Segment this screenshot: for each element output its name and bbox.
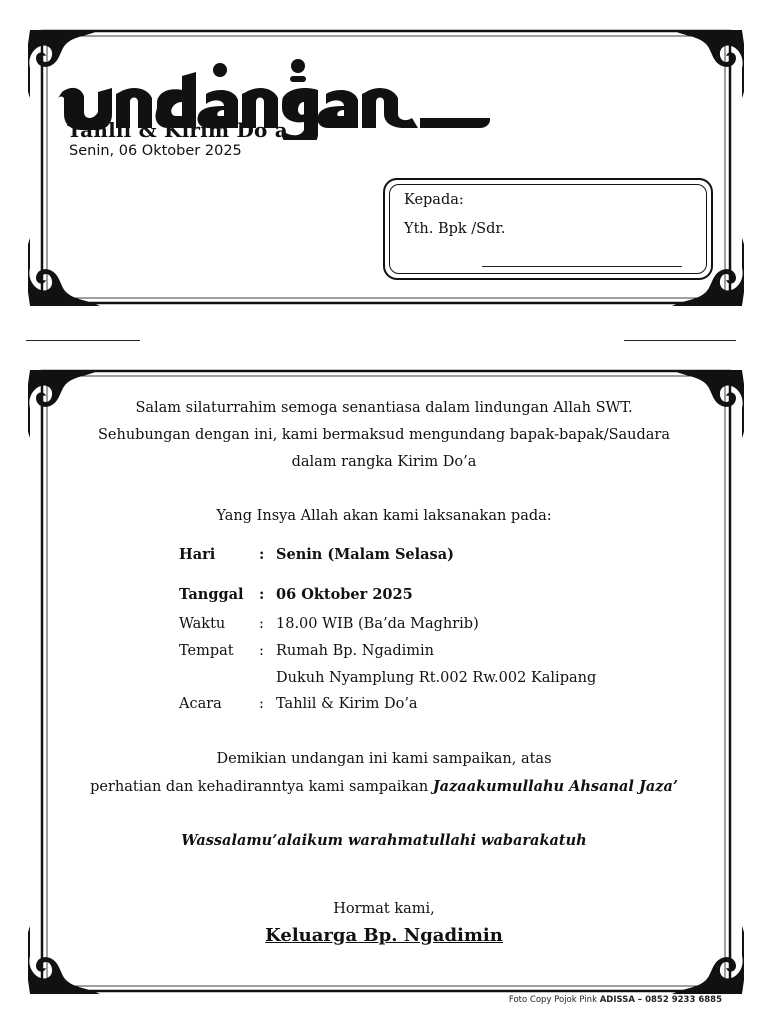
cut-line-left bbox=[26, 340, 140, 341]
schedule-intro: Yang Insya Allah akan kami laksanakan pada: bbox=[216, 508, 552, 524]
regards-label: Hormat kami, bbox=[333, 901, 435, 917]
detail-value: 18.00 WIB (Ba’da Maghrib) bbox=[276, 616, 479, 632]
detail-value: Senin (Malam Selasa) bbox=[276, 546, 454, 563]
recipient-to-label: Kepada: bbox=[404, 192, 464, 208]
greeting-line-2: Sehubungan dengan ini, kami bermaksud mengundang bapak-bapak/Saudara bbox=[97, 427, 671, 443]
print-shop-footer bbox=[509, 995, 722, 1005]
recipient-name-blank-line[interactable] bbox=[482, 266, 682, 267]
salam-closing: Wassalamu’alaikum warahmatullahi wabarakatuh bbox=[181, 832, 587, 849]
detail-label: Acara bbox=[179, 696, 222, 712]
closing-line-1: Demikian undangan ini kami sampaikan, atas bbox=[216, 751, 552, 767]
detail-colon: : bbox=[259, 616, 264, 632]
closing-line-2 bbox=[40, 773, 728, 801]
footer-prefix: Foto Copy Pojok Pink bbox=[508, 995, 600, 1005]
footer-brand: ADISSA – 0852 9233 6885 bbox=[599, 995, 722, 1005]
event-subtitle: Tahlil & Kirim Do’a bbox=[67, 118, 288, 142]
signature-family-name: Keluarga Bp. Ngadimin bbox=[265, 925, 503, 946]
cut-line-right bbox=[624, 340, 736, 341]
detail-value: Dukuh Nyamplung Rt.002 Rw.002 Kalipang bbox=[276, 670, 597, 686]
detail-label: Waktu bbox=[179, 616, 226, 632]
detail-colon: : bbox=[259, 643, 264, 659]
closing-line-2-plain: perhatian dan kehadiranntya kami sampaikan bbox=[90, 779, 433, 795]
detail-value: 06 Oktober 2025 bbox=[276, 586, 413, 603]
detail-value: Rumah Bp. Ngadimin bbox=[276, 643, 435, 659]
detail-value: Tahlil & Kirim Do’a bbox=[276, 696, 418, 712]
detail-label: Tempat bbox=[179, 643, 234, 659]
greeting-line-1: Salam silaturrahim semoga senantiasa dalam lindungan Allah SWT. bbox=[135, 400, 633, 416]
detail-label: Hari bbox=[179, 546, 216, 563]
detail-colon: : bbox=[259, 546, 265, 563]
detail-label: Tanggal bbox=[179, 586, 244, 603]
closing-line-2-italic: Jazaakumullahu Ahsanal Jaza’ bbox=[432, 778, 678, 795]
greeting-line-3: dalam rangka Kirim Do’a bbox=[291, 454, 477, 470]
event-date-header: Senin, 06 Oktober 2025 bbox=[69, 143, 242, 159]
detail-colon: : bbox=[259, 586, 265, 603]
detail-colon: : bbox=[259, 696, 264, 712]
recipient-name-label: Yth. Bpk /Sdr. bbox=[404, 221, 506, 237]
